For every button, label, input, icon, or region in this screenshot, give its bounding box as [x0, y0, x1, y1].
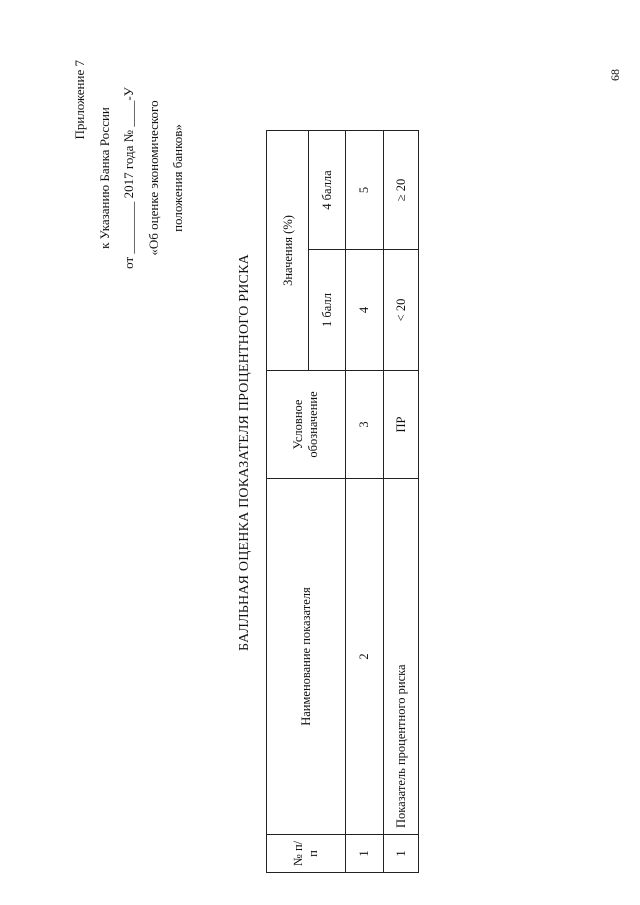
- page-number: 68: [608, 69, 622, 81]
- header-number: № п/п: [267, 835, 346, 873]
- row-score-1-value: < 20: [384, 250, 419, 371]
- column-index-cell: 5: [346, 130, 384, 249]
- row-number: 1: [384, 835, 419, 873]
- column-index-cell: 4: [346, 250, 384, 371]
- table-row: [384, 130, 419, 872]
- document-title: БАЛЛЬНАЯ ОЦЕНКА ПОКАЗАТЕЛЯ ПРОЦЕНТНОГО РИСКА: [237, 254, 252, 651]
- risk-score-table: [266, 130, 419, 873]
- appendix-block: [68, 18, 191, 338]
- column-index-cell: 2: [346, 479, 384, 835]
- row-score-4-value: ≥ 20: [384, 130, 419, 249]
- appendix-line-1: к Указанию Банка России: [96, 107, 112, 249]
- row-indicator-name: Показатель процентного риска: [384, 479, 419, 835]
- header-score-4: 4 балла: [309, 130, 346, 249]
- column-index-cell: 1: [346, 835, 384, 873]
- header-values-label: Значения (%): [280, 215, 295, 286]
- column-index-row: [346, 130, 384, 872]
- appendix-line-3: «Об оценке экономического: [145, 100, 161, 256]
- header-name: Наименование показателя: [267, 479, 346, 835]
- header-symbol: Условное обозначение: [267, 371, 346, 479]
- appendix-line-2: от ________ 2017 года № ____-У: [121, 87, 136, 269]
- table-header-row: [267, 130, 309, 872]
- appendix-heading: Приложение 7: [72, 60, 87, 140]
- column-index-cell: 3: [346, 371, 384, 479]
- row-symbol: ПР: [384, 371, 419, 479]
- appendix-line-4: положения банков»: [170, 124, 185, 232]
- header-values: [267, 130, 309, 370]
- header-score-1: 1 балл: [309, 250, 346, 371]
